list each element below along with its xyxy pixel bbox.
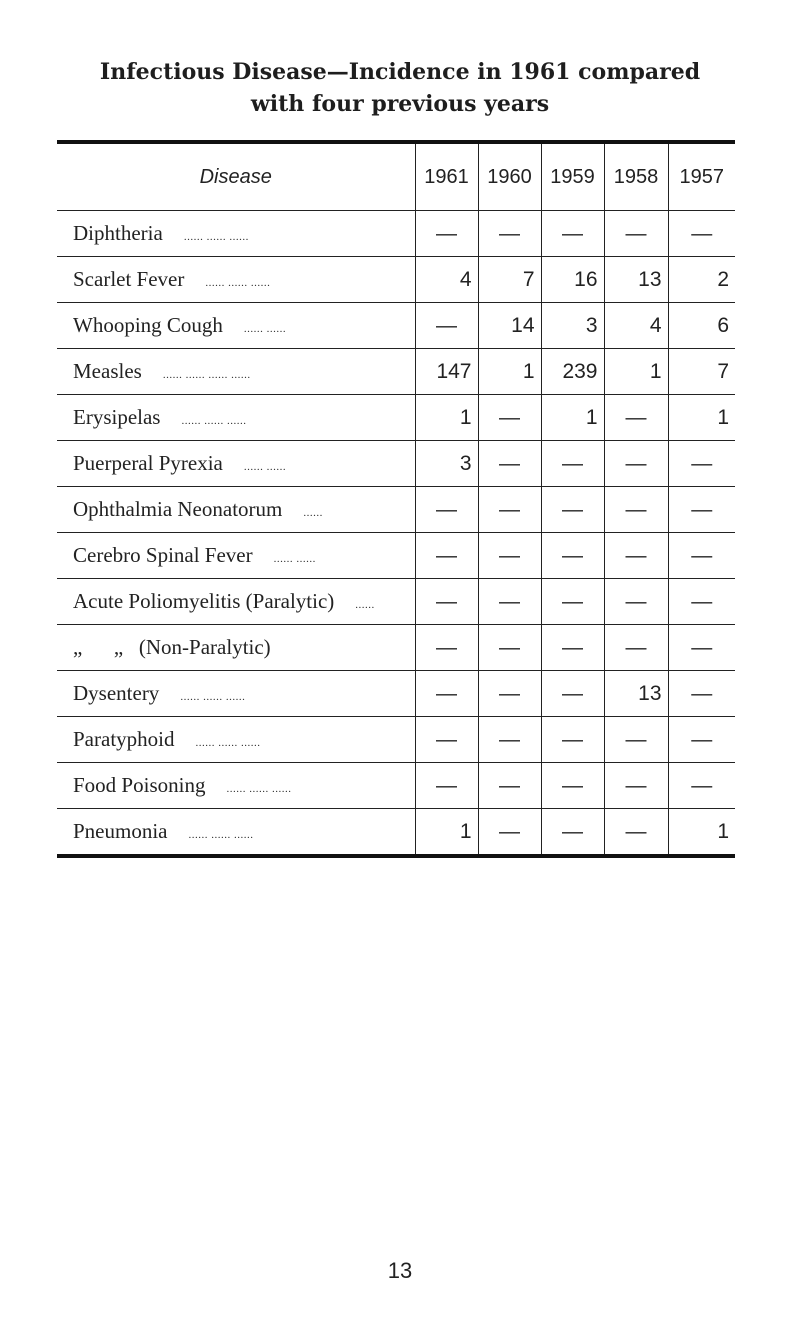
count-cell: — bbox=[668, 441, 735, 487]
disease-name: Cerebro Spinal Fever bbox=[73, 543, 253, 567]
count-cell: — bbox=[668, 625, 735, 671]
title-line-2: with four previous years bbox=[250, 91, 550, 117]
count-cell: 1 bbox=[668, 809, 735, 857]
table-row bbox=[57, 211, 735, 257]
leader-dots: ...... ...... ...... bbox=[195, 737, 261, 749]
leader-dots: ...... ...... ...... ...... bbox=[162, 369, 251, 381]
table-row bbox=[57, 809, 735, 857]
header-year-1958: 1958 bbox=[604, 142, 668, 211]
count-cell: 6 bbox=[668, 303, 735, 349]
disease-name: Scarlet Fever bbox=[73, 267, 185, 291]
count-cell: — bbox=[604, 763, 668, 809]
count-cell: — bbox=[604, 717, 668, 763]
disease-name: Acute Poliomyelitis (Paralytic) bbox=[73, 589, 335, 613]
count-cell: — bbox=[604, 395, 668, 441]
count-cell: — bbox=[541, 211, 604, 257]
count-cell: — bbox=[604, 533, 668, 579]
table-row bbox=[57, 579, 735, 625]
count-cell: — bbox=[668, 533, 735, 579]
disease-name: Ophthalmia Neonatorum bbox=[73, 497, 283, 521]
table-header-row bbox=[57, 142, 735, 211]
disease-name-cell bbox=[57, 579, 415, 625]
count-cell: 1 bbox=[541, 395, 604, 441]
leader-dots: ...... bbox=[355, 599, 375, 611]
table-row bbox=[57, 257, 735, 303]
table-row bbox=[57, 763, 735, 809]
count-cell: 1 bbox=[478, 349, 541, 395]
count-cell: 2 bbox=[668, 257, 735, 303]
count-cell: — bbox=[478, 487, 541, 533]
count-cell: — bbox=[668, 579, 735, 625]
table-row bbox=[57, 303, 735, 349]
disease-name-cell bbox=[57, 671, 415, 717]
disease-name: Puerperal Pyrexia bbox=[73, 451, 223, 475]
count-cell: — bbox=[478, 717, 541, 763]
leader-dots: ...... ...... ...... bbox=[188, 829, 254, 841]
count-cell: — bbox=[415, 579, 478, 625]
count-cell: — bbox=[668, 211, 735, 257]
header-disease: Disease bbox=[57, 142, 415, 211]
count-cell: — bbox=[541, 809, 604, 857]
title-line-1: Infectious Disease—Incidence in 1961 compared bbox=[99, 59, 701, 85]
count-cell: — bbox=[541, 671, 604, 717]
count-cell: 3 bbox=[415, 441, 478, 487]
table-row bbox=[57, 395, 735, 441]
count-cell: 1 bbox=[415, 809, 478, 857]
count-cell: — bbox=[478, 809, 541, 857]
disease-name-cell bbox=[57, 625, 415, 671]
count-cell: — bbox=[478, 533, 541, 579]
count-cell: 3 bbox=[541, 303, 604, 349]
count-cell: 1 bbox=[415, 395, 478, 441]
leader-dots: ...... ...... ...... bbox=[205, 277, 271, 289]
disease-name: „ „ (Non-Paralytic) bbox=[73, 635, 271, 659]
count-cell: — bbox=[668, 763, 735, 809]
disease-name: Paratyphoid bbox=[73, 727, 175, 751]
count-cell: — bbox=[668, 487, 735, 533]
count-cell: — bbox=[415, 717, 478, 763]
count-cell: — bbox=[478, 671, 541, 717]
count-cell: — bbox=[415, 487, 478, 533]
disease-name: Pneumonia bbox=[73, 819, 168, 843]
count-cell: 4 bbox=[415, 257, 478, 303]
count-cell: 147 bbox=[415, 349, 478, 395]
count-cell: — bbox=[541, 533, 604, 579]
leader-dots: ...... ...... ...... bbox=[181, 415, 247, 427]
count-cell: — bbox=[541, 441, 604, 487]
count-cell: 13 bbox=[604, 257, 668, 303]
disease-name-cell bbox=[57, 441, 415, 487]
count-cell: — bbox=[478, 395, 541, 441]
disease-name-cell bbox=[57, 257, 415, 303]
count-cell: 7 bbox=[478, 257, 541, 303]
disease-name: Whooping Cough bbox=[73, 313, 223, 337]
count-cell: — bbox=[604, 579, 668, 625]
count-cell: — bbox=[415, 763, 478, 809]
leader-dots: ...... bbox=[303, 507, 323, 519]
count-cell: — bbox=[668, 717, 735, 763]
count-cell: — bbox=[478, 625, 541, 671]
count-cell: — bbox=[541, 717, 604, 763]
count-cell: — bbox=[541, 625, 604, 671]
disease-name-cell bbox=[57, 487, 415, 533]
disease-name: Dysentery bbox=[73, 681, 160, 705]
disease-name-cell bbox=[57, 763, 415, 809]
count-cell: — bbox=[478, 579, 541, 625]
disease-name: Food Poisoning bbox=[73, 773, 206, 797]
table-row bbox=[57, 533, 735, 579]
disease-name-cell bbox=[57, 395, 415, 441]
count-cell: — bbox=[541, 579, 604, 625]
disease-name: Diphtheria bbox=[73, 221, 163, 245]
count-cell: 1 bbox=[668, 395, 735, 441]
count-cell: — bbox=[604, 487, 668, 533]
page-number: 13 bbox=[387, 1258, 413, 1283]
count-cell: — bbox=[604, 441, 668, 487]
disease-name-cell bbox=[57, 717, 415, 763]
count-cell: — bbox=[415, 211, 478, 257]
header-year-1960: 1960 bbox=[478, 142, 541, 211]
table-row bbox=[57, 625, 735, 671]
table-row bbox=[57, 671, 735, 717]
count-cell: 16 bbox=[541, 257, 604, 303]
count-cell: — bbox=[415, 303, 478, 349]
count-cell: 1 bbox=[604, 349, 668, 395]
count-cell: 239 bbox=[541, 349, 604, 395]
leader-dots: ...... ...... ...... bbox=[183, 231, 249, 243]
page-title bbox=[0, 56, 800, 120]
count-cell: — bbox=[415, 625, 478, 671]
disease-name-cell bbox=[57, 533, 415, 579]
count-cell: 7 bbox=[668, 349, 735, 395]
disease-name: Erysipelas bbox=[73, 405, 161, 429]
count-cell: — bbox=[604, 809, 668, 857]
header-year-1959: 1959 bbox=[541, 142, 604, 211]
disease-name-cell bbox=[57, 211, 415, 257]
count-cell: — bbox=[604, 211, 668, 257]
header-year-1957: 1957 bbox=[668, 142, 735, 211]
count-cell: 4 bbox=[604, 303, 668, 349]
disease-name-cell bbox=[57, 303, 415, 349]
table-row bbox=[57, 717, 735, 763]
count-cell: — bbox=[668, 671, 735, 717]
header-year-1961: 1961 bbox=[415, 142, 478, 211]
count-cell: — bbox=[541, 763, 604, 809]
leader-dots: ...... ...... bbox=[243, 461, 287, 473]
leader-dots: ...... ...... ...... bbox=[180, 691, 246, 703]
count-cell: — bbox=[478, 441, 541, 487]
count-cell: — bbox=[415, 533, 478, 579]
table-row bbox=[57, 487, 735, 533]
count-cell: — bbox=[478, 211, 541, 257]
count-cell: — bbox=[478, 763, 541, 809]
leader-dots: ...... ...... bbox=[273, 553, 316, 565]
count-cell: — bbox=[541, 487, 604, 533]
table-row bbox=[57, 349, 735, 395]
count-cell: 13 bbox=[604, 671, 668, 717]
table-row bbox=[57, 441, 735, 487]
leader-dots: ...... ...... bbox=[243, 323, 287, 335]
count-cell: — bbox=[604, 625, 668, 671]
incidence-table bbox=[57, 140, 735, 858]
count-cell: 14 bbox=[478, 303, 541, 349]
leader-dots: ...... ...... ...... bbox=[226, 783, 292, 795]
count-cell: — bbox=[415, 671, 478, 717]
disease-name-cell bbox=[57, 809, 415, 857]
disease-name-cell bbox=[57, 349, 415, 395]
disease-name: Measles bbox=[73, 359, 142, 383]
